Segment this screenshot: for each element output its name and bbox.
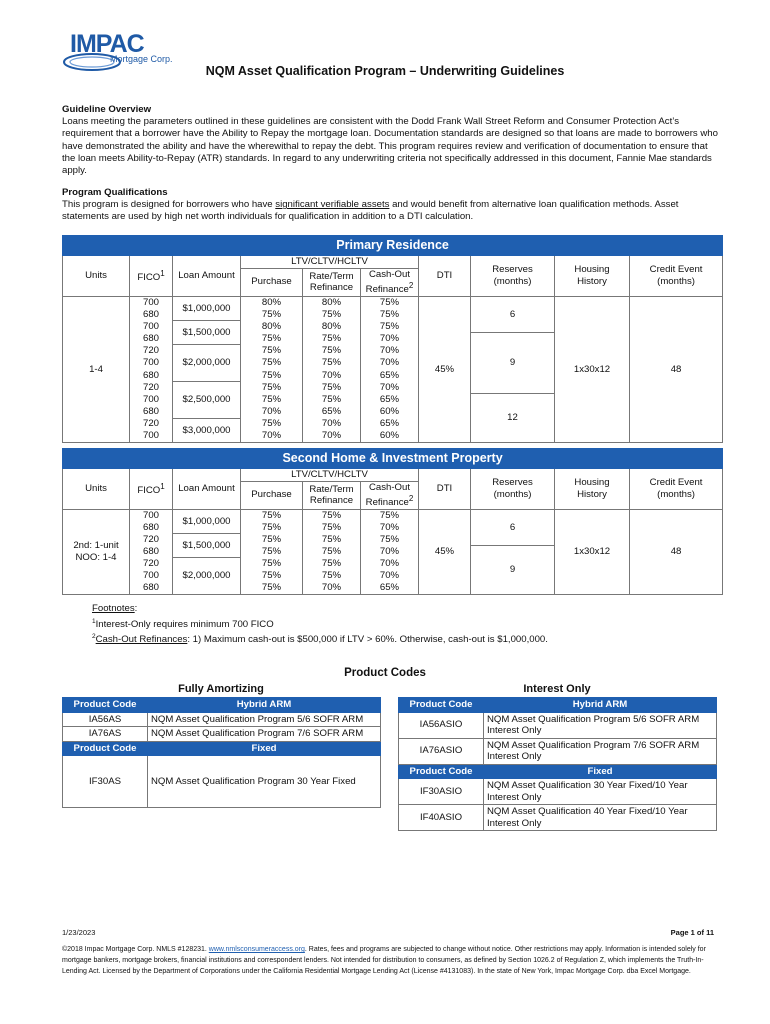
purchase-cell: 75% bbox=[241, 509, 303, 521]
fico-cell: 700 bbox=[130, 394, 173, 406]
interest-only-product-row bbox=[399, 805, 717, 831]
interest-only-header-row bbox=[399, 764, 717, 779]
col-dti: DTI bbox=[419, 256, 471, 297]
cash-out-cell: 70% bbox=[361, 521, 419, 533]
product-desc-cell: NQM Asset Qualification Program 5/6 SOFR ARM Interest Only bbox=[484, 712, 717, 738]
cash-out-cell: 65% bbox=[361, 582, 419, 594]
fico-cell: 720 bbox=[130, 534, 173, 546]
primary-dti: 45% bbox=[419, 296, 471, 442]
rate-term-cell: 70% bbox=[303, 582, 361, 594]
col-fico: FICO$^1$ bbox=[130, 256, 173, 297]
guideline-overview bbox=[62, 104, 722, 177]
primary-housing: 1x30x12 bbox=[555, 296, 630, 442]
cash-out-cell: 75% bbox=[361, 509, 419, 521]
rate-term-cell: 75% bbox=[303, 534, 361, 546]
footnotes-heading: Footnotes bbox=[92, 603, 135, 614]
purchase-cell: 75% bbox=[241, 418, 303, 430]
fully-amortizing-header-row bbox=[63, 741, 381, 756]
col-units: Units bbox=[63, 256, 130, 297]
loan-amount-cell: $1,000,000 bbox=[173, 296, 241, 320]
loan-amount-cell: $1,500,000 bbox=[173, 321, 241, 345]
qualifications-heading: Program Qualifications bbox=[62, 187, 168, 198]
purchase-cell: 75% bbox=[241, 582, 303, 594]
purchase-cell: 70% bbox=[241, 430, 303, 442]
col-housing: Housing History bbox=[555, 256, 630, 297]
fico-cell: 680 bbox=[130, 333, 173, 345]
product-type-header: Fixed bbox=[484, 764, 717, 779]
footnotes: Footnotes: $^1$Interest-Only requires minimum 700 FICO $^2$Cash-Out Refinances: 1) Maximum cash-out is $500,000 if LTV > 60%. Otherwise, cash-out is $1,000,000. bbox=[92, 603, 548, 646]
product-code-cell: IA76AS bbox=[63, 727, 148, 742]
product-code-cell: IF30ASIO bbox=[399, 779, 484, 805]
program-qualifications bbox=[62, 187, 722, 224]
fico-cell: 680 bbox=[130, 582, 173, 594]
col-rate-term: Rate/Term Refinance bbox=[303, 268, 361, 296]
rate-term-cell: 70% bbox=[303, 369, 361, 381]
page-title: NQM Asset Qualification Program – Underwriting Guidelines bbox=[205, 64, 565, 78]
col-credit-event: Credit Event (months) bbox=[630, 256, 723, 297]
cash-out-cell: 70% bbox=[361, 558, 419, 570]
nmls-link[interactable]: www.nmlsconsumeraccess.org bbox=[208, 946, 305, 953]
col-ltv: LTV/CLTV/HCLTV bbox=[241, 256, 419, 269]
purchase-cell: 75% bbox=[241, 558, 303, 570]
cash-out-cell: 75% bbox=[361, 534, 419, 546]
primary-units: 1-4 bbox=[63, 296, 130, 442]
purchase-cell: 75% bbox=[241, 570, 303, 582]
purchase-cell: 75% bbox=[241, 369, 303, 381]
product-code-header: Product Code bbox=[399, 764, 484, 779]
loan-amount-cell: $2,000,000 bbox=[173, 345, 241, 382]
col-fico: FICO$^1$ bbox=[130, 469, 173, 510]
purchase-cell: 75% bbox=[241, 333, 303, 345]
reserves-cell: 9 bbox=[471, 546, 555, 595]
product-code-header: Product Code bbox=[399, 698, 484, 713]
cash-out-cell: 60% bbox=[361, 430, 419, 442]
fully-amortizing-product-row bbox=[63, 727, 381, 742]
col-purchase: Purchase bbox=[241, 268, 303, 296]
fico-cell: 700 bbox=[130, 357, 173, 369]
cash-out-cell: 70% bbox=[361, 570, 419, 582]
col-housing: Housing History bbox=[555, 469, 630, 510]
fico-cell: 680 bbox=[130, 406, 173, 418]
col-cash-out: Cash-Out Refinance$^2$ bbox=[361, 481, 419, 509]
fico-cell: 720 bbox=[130, 382, 173, 394]
cash-out-cell: 75% bbox=[361, 296, 419, 308]
interest-only-table bbox=[398, 697, 717, 831]
cash-out-cell: 65% bbox=[361, 394, 419, 406]
fully-amortizing-title: Fully Amortizing bbox=[178, 683, 264, 695]
rate-term-cell: 80% bbox=[303, 321, 361, 333]
product-desc-cell: NQM Asset Qualification Program 30 Year Fixed bbox=[148, 756, 381, 808]
purchase-cell: 70% bbox=[241, 406, 303, 418]
cash-out-cell: 70% bbox=[361, 345, 419, 357]
purchase-cell: 75% bbox=[241, 546, 303, 558]
rate-term-cell: 70% bbox=[303, 418, 361, 430]
product-code-cell: IF30AS bbox=[63, 756, 148, 808]
rate-term-cell: 75% bbox=[303, 382, 361, 394]
rate-term-cell: 75% bbox=[303, 394, 361, 406]
purchase-cell: 80% bbox=[241, 296, 303, 308]
fico-cell: 700 bbox=[130, 296, 173, 308]
logo-brand: IMPAC bbox=[70, 30, 144, 58]
col-credit-event: Credit Event (months) bbox=[630, 469, 723, 510]
second-home-table bbox=[62, 448, 723, 595]
rate-term-cell: 80% bbox=[303, 296, 361, 308]
product-desc-cell: NQM Asset Qualification Program 7/6 SOFR ARM Interest Only bbox=[484, 738, 717, 764]
second-dti: 45% bbox=[419, 509, 471, 594]
fico-cell: 680 bbox=[130, 546, 173, 558]
product-code-cell: IA56ASIO bbox=[399, 712, 484, 738]
fico-cell: 680 bbox=[130, 308, 173, 320]
product-code-cell: IF40ASIO bbox=[399, 805, 484, 831]
fully-amortizing-table bbox=[62, 697, 381, 808]
fico-cell: 680 bbox=[130, 369, 173, 381]
product-code-header: Product Code bbox=[63, 698, 148, 713]
reserves-cell: 12 bbox=[471, 394, 555, 443]
col-purchase: Purchase bbox=[241, 481, 303, 509]
interest-only-product-row bbox=[399, 712, 717, 738]
product-desc-cell: NQM Asset Qualification Program 7/6 SOFR ARM bbox=[148, 727, 381, 742]
product-codes-title: Product Codes bbox=[344, 667, 426, 679]
product-type-header: Hybrid ARM bbox=[484, 698, 717, 713]
interest-only-product-row bbox=[399, 779, 717, 805]
product-code-header: Product Code bbox=[63, 741, 148, 756]
rate-term-cell: 75% bbox=[303, 357, 361, 369]
fico-cell: 700 bbox=[130, 570, 173, 582]
col-units: Units bbox=[63, 469, 130, 510]
purchase-cell: 75% bbox=[241, 357, 303, 369]
cash-out-cell: 70% bbox=[361, 546, 419, 558]
page-number: Page 1 of 11 bbox=[670, 928, 714, 937]
purchase-cell: 75% bbox=[241, 394, 303, 406]
rate-term-cell: 75% bbox=[303, 570, 361, 582]
product-type-header: Hybrid ARM bbox=[148, 698, 381, 713]
rate-term-cell: 75% bbox=[303, 333, 361, 345]
loan-amount-cell: $2,000,000 bbox=[173, 558, 241, 595]
cash-out-cell: 65% bbox=[361, 369, 419, 381]
reserves-cell: 6 bbox=[471, 296, 555, 333]
fico-cell: 700 bbox=[130, 509, 173, 521]
cash-out-cell: 70% bbox=[361, 382, 419, 394]
product-code-cell: IA76ASIO bbox=[399, 738, 484, 764]
logo-sub: Mortgage Corp. bbox=[110, 54, 173, 64]
footnote-2: $^2$Cash-Out Refinances: 1) Maximum cash-out is $500,000 if LTV > 60%. Otherwise, cash-out is $1,000,000. bbox=[92, 633, 548, 646]
col-loan-amount: Loan Amount bbox=[173, 256, 241, 297]
purchase-cell: 75% bbox=[241, 345, 303, 357]
fico-cell: 700 bbox=[130, 321, 173, 333]
rate-term-cell: 65% bbox=[303, 406, 361, 418]
col-reserves: Reserves (months) bbox=[471, 256, 555, 297]
rate-term-cell: 75% bbox=[303, 546, 361, 558]
overview-body: Loans meeting the parameters outlined in these guidelines are consistent with the Dodd Frank Wall Street Reform and Consumer Protection Act’s requirement that a borrower have the Ability to Repay the mortgage loan. Documentation standards are designed so that loans are made to borrowers who have demonstrated the ability and have the wherewithal to repay the debt. This program requires review and verification of documentation to ensure that the loan meets Ability-to-Repay (ATR) standards. In regard to any underwriting criteria not specifically addressed in this document, Fannie Mae standards apply. bbox=[62, 116, 718, 177]
cash-out-cell: 75% bbox=[361, 321, 419, 333]
purchase-cell: 80% bbox=[241, 321, 303, 333]
product-desc-cell: NQM Asset Qualification Program 5/6 SOFR ARM bbox=[148, 712, 381, 727]
fico-cell: 720 bbox=[130, 558, 173, 570]
fico-cell: 700 bbox=[130, 430, 173, 442]
rate-term-cell: 75% bbox=[303, 558, 361, 570]
second-housing: 1x30x12 bbox=[555, 509, 630, 594]
reserves-cell: 9 bbox=[471, 333, 555, 394]
loan-amount-cell: $1,500,000 bbox=[173, 534, 241, 558]
interest-only-title: Interest Only bbox=[523, 683, 591, 695]
fully-amortizing-header-row bbox=[63, 698, 381, 713]
product-desc-cell: NQM Asset Qualification 40 Year Fixed/10 Year Interest Only bbox=[484, 805, 717, 831]
col-dti: DTI bbox=[419, 469, 471, 510]
footer-date: 1/23/2023 bbox=[62, 928, 96, 937]
fully-amortizing-product-row bbox=[63, 712, 381, 727]
col-ltv: LTV/CLTV/HCLTV bbox=[241, 469, 419, 482]
primary-credit: 48 bbox=[630, 296, 723, 442]
col-rate-term: Rate/Term Refinance bbox=[303, 481, 361, 509]
fico-cell: 720 bbox=[130, 345, 173, 357]
second-units: 2nd: 1-unit NOO: 1-4 bbox=[63, 509, 130, 594]
purchase-cell: 75% bbox=[241, 382, 303, 394]
primary-residence-table bbox=[62, 235, 723, 443]
interest-only-product-row bbox=[399, 738, 717, 764]
loan-amount-cell: $3,000,000 bbox=[173, 418, 241, 442]
disclaimer: ©2018 Impac Mortgage Corp. NMLS #128231. www.nmlsconsumeraccess.org. Rates, fees and programs are subjected to change without notice. Other restrictions may apply. Information is intended solely for mortgage bankers, mortgage brokers, financial institutions and correspondent lenders. Not intended for distribution to consumers, as defined by Section 1026.2 of Regulation Z, which implements the Truth-In-Lending Act. Licensed by the Department of Corporations under the California Residential Mortgage Lending Act (License #4131083). In the state of New York, Impac Mortgage Corp. dba Excel Mortgage. bbox=[62, 946, 706, 975]
second-home-band: Second Home & Investment Property bbox=[63, 449, 723, 469]
rate-term-cell: 75% bbox=[303, 308, 361, 320]
interest-only-header-row bbox=[399, 698, 717, 713]
fully-amortizing-product-row bbox=[63, 756, 381, 808]
rate-term-cell: 75% bbox=[303, 345, 361, 357]
cash-out-cell: 65% bbox=[361, 418, 419, 430]
primary-residence-band: Primary Residence bbox=[63, 236, 723, 256]
rate-term-cell: 75% bbox=[303, 509, 361, 521]
cash-out-cell: 70% bbox=[361, 357, 419, 369]
purchase-cell: 75% bbox=[241, 521, 303, 533]
footnote-1: $^1$Interest-Only requires minimum 700 FICO bbox=[92, 617, 274, 630]
qualifications-body: This program is designed for borrowers who have significant verifiable assets and would benefit from alternative loan qualification methods. Asset statements are used by high net worth individuals for qualification in addition to a DTI calculation. bbox=[62, 199, 679, 223]
col-reserves: Reserves (months) bbox=[471, 469, 555, 510]
col-cash-out: Cash-Out Refinance$^2$ bbox=[361, 268, 419, 296]
cash-out-cell: 70% bbox=[361, 333, 419, 345]
product-desc-cell: NQM Asset Qualification 30 Year Fixed/10 Year Interest Only bbox=[484, 779, 717, 805]
loan-amount-cell: $2,500,000 bbox=[173, 382, 241, 419]
fico-cell: 680 bbox=[130, 521, 173, 533]
product-code-cell: IA56AS bbox=[63, 712, 148, 727]
product-type-header: Fixed bbox=[148, 741, 381, 756]
overview-heading: Guideline Overview bbox=[62, 104, 152, 115]
cash-out-cell: 60% bbox=[361, 406, 419, 418]
loan-amount-cell: $1,000,000 bbox=[173, 509, 241, 533]
purchase-cell: 75% bbox=[241, 534, 303, 546]
second-row bbox=[63, 509, 723, 521]
reserves-cell: 6 bbox=[471, 509, 555, 546]
rate-term-cell: 75% bbox=[303, 521, 361, 533]
rate-term-cell: 70% bbox=[303, 430, 361, 442]
purchase-cell: 75% bbox=[241, 308, 303, 320]
fico-cell: 720 bbox=[130, 418, 173, 430]
cash-out-cell: 75% bbox=[361, 308, 419, 320]
col-loan-amount: Loan Amount bbox=[173, 469, 241, 510]
second-credit: 48 bbox=[630, 509, 723, 594]
primary-row bbox=[63, 296, 723, 308]
